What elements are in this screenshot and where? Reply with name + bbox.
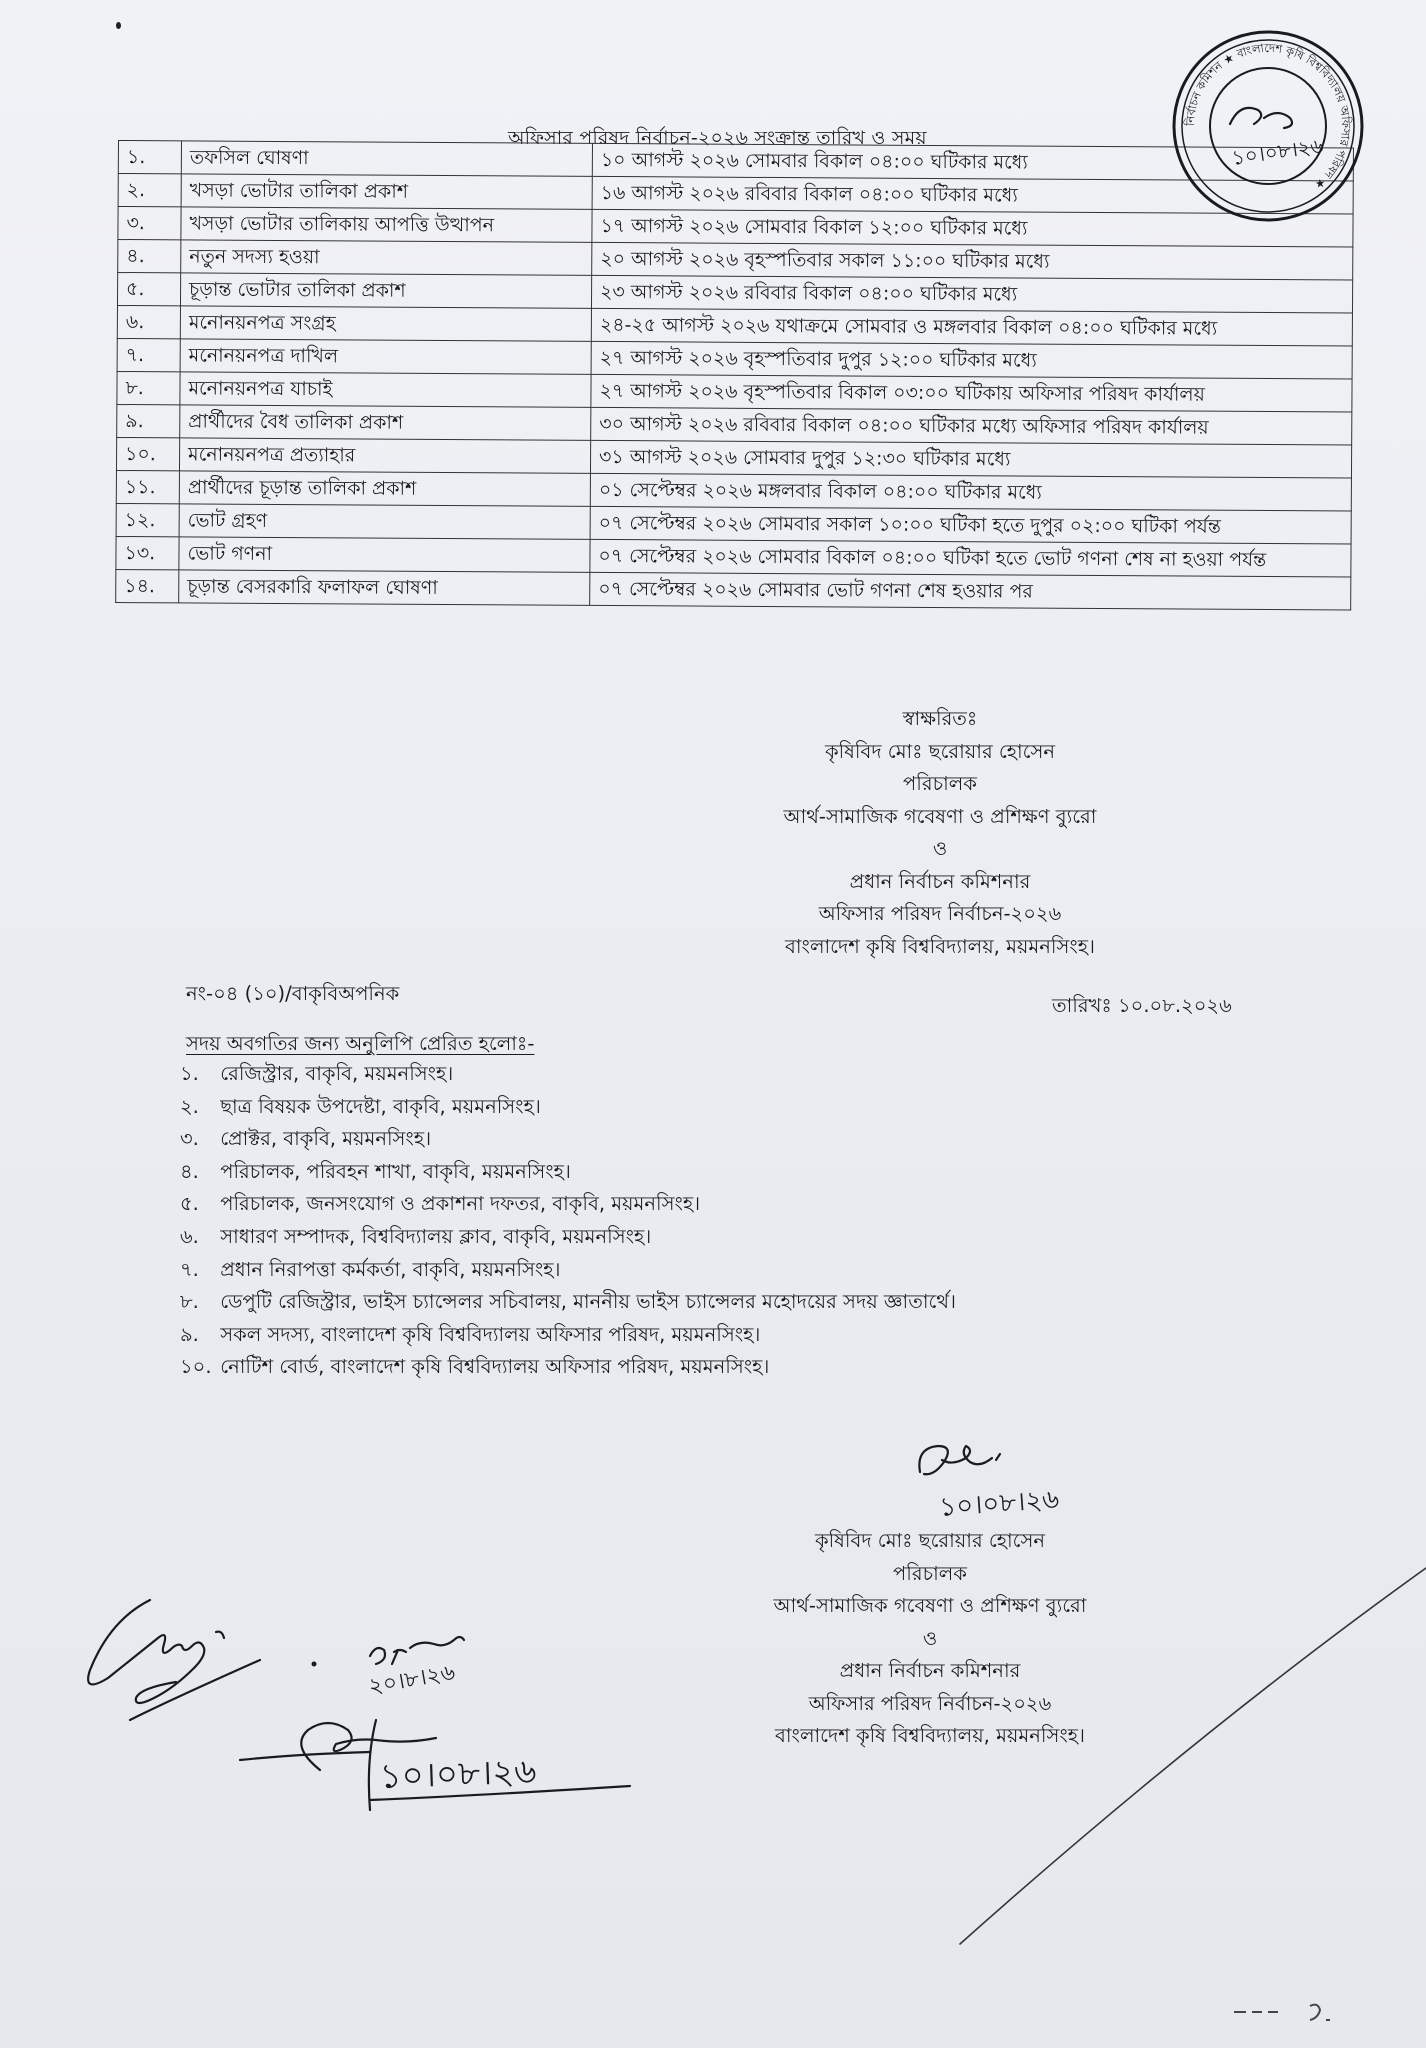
schedule-row-number: ১. <box>118 141 181 174</box>
copy-recipient-item <box>180 1351 956 1384</box>
stamp-sign-date: ১০।০৮।২৬ <box>1230 133 1325 170</box>
schedule-row-datetime: ২৭ আগস্ট ২০২৬ বৃহস্পতিবার দুপুর ১২:০০ ঘটিকার মধ্যে <box>591 341 1352 379</box>
schedule-row-datetime: ০৭ সেপ্টেম্বর ২০২৬ সোমবার বিকাল ০৪:০০ ঘটিকা হতে ভোট গণনা শেষ না হওয়া পর্যন্ত <box>590 539 1351 577</box>
copy-recipient-text: প্রধান নিরাপত্তা কর্মকর্তা, বাকৃবি, ময়মনসিংহ। <box>220 1257 561 1281</box>
schedule-row-datetime: ২৪-২৫ আগস্ট ২০২৬ যথাক্রমে সোমবার ও মঙ্গলবার বিকাল ০৪:০০ ঘটিকার মধ্যে <box>591 308 1352 346</box>
schedule-row-datetime: ২০ আগস্ট ২০২৬ বৃহস্পতিবার সকাল ১১:০০ ঘটিকার মধ্যে <box>592 242 1353 280</box>
copy-recipient-text: ডেপুটি রেজিস্ট্রার, ভাইস চ্যান্সেলর সচিবালয়, মাননীয় ভাইস চ্যান্সেলর মহোদয়ের সদয় জ্ঞাতার্থে। <box>220 1290 956 1314</box>
schedule-row-datetime: ২৭ আগস্ট ২০২৬ বৃহস্পতিবার বিকাল ০৩:০০ ঘটিকায় অফিসার পরিষদ কার্যালয় <box>591 374 1352 412</box>
schedule-row-datetime: ১৬ আগস্ট ২০২৬ রবিবার বিকাল ০৪:০০ ঘটিকার মধ্যে <box>592 176 1353 214</box>
copy-recipient-number: ২. <box>180 1094 199 1118</box>
handwritten-date-1: ২০।৮।২৬ <box>366 1660 457 1700</box>
copy-recipient-text: পরিচালক, পরিবহন শাখা, বাকৃবি, ময়মনসিংহ। <box>220 1159 571 1183</box>
bottom-office: আর্থ-সামাজিক গবেষণা ও প্রশিক্ষণ ব্যুরো <box>773 1594 1087 1617</box>
schedule-row-number: ১১. <box>116 470 179 503</box>
stamp-ring-text: নির্বাচন কমিশন ★ বাংলাদেশ কৃষি বিশ্ববিদ্যালয় অফিসার পরিষদ ★ <box>1182 40 1354 193</box>
schedule-row-datetime: ১০ আগস্ট ২০২৬ সোমবার বিকাল ০৪:০০ ঘটিকার মধ্যে <box>592 143 1353 181</box>
signatory-designation: পরিচালক <box>903 772 977 795</box>
bottom-institution: বাংলাদেশ কৃষি বিশ্ববিদ্যালয়, ময়মনসিংহ। <box>775 1724 1085 1747</box>
bottom-election: অফিসার পরিষদ নির্বাচন-২০২৬ <box>808 1691 1052 1715</box>
copy-distribution-list <box>180 1058 956 1384</box>
schedule-row-number: ৮. <box>117 371 180 404</box>
copy-recipient-text: পরিচালক, জনসংযোগ ও প্রকাশনা দফতর, বাকৃবি, ময়মনসিংহ। <box>220 1192 701 1216</box>
signatory-name: কৃষিবিদ মোঃ ছরোয়ার হোসেন <box>824 739 1056 763</box>
schedule-row-datetime: ০৭ সেপ্টেম্বর ২০২৬ সোমবার সকাল ১০:০০ ঘটিকা হতে দুপুর ০২:০০ ঘটিকা পর্যন্ত <box>590 506 1351 544</box>
copy-recipient-item <box>180 1123 956 1156</box>
schedule-row-number: ১৪. <box>116 569 179 602</box>
schedule-row-event: মনোনয়নপত্র যাচাই <box>180 372 591 408</box>
copy-recipient-item <box>180 1286 956 1319</box>
schedule-row-number: ৫. <box>117 273 180 306</box>
copy-recipient-number: ৪. <box>180 1159 199 1183</box>
schedule-row <box>116 569 1351 610</box>
schedule-table <box>115 140 1354 611</box>
schedule-row-event: ভোট গণনা <box>179 537 590 573</box>
schedule-row-event: খসড়া ভোটার তালিকা প্রকাশ <box>181 174 592 210</box>
copy-recipient-item <box>180 1221 956 1254</box>
schedule-row-event: চূড়ান্ত ভোটার তালিকা প্রকাশ <box>180 273 591 309</box>
copy-recipient-text: সকল সদস্য, বাংলাদেশ কৃষি বিশ্ববিদ্যালয় অফিসার পরিষদ, ময়মনসিংহ। <box>220 1322 761 1346</box>
schedule-row-datetime: ১৭ আগস্ট ২০২৬ সোমবার বিকাল ১২:০০ ঘটিকার মধ্যে <box>592 209 1353 247</box>
signatory-institution: বাংলাদেশ কৃষি বিশ্ববিদ্যালয়, ময়মনসিংহ। <box>785 934 1095 958</box>
copy-recipient-item <box>180 1319 956 1352</box>
schedule-row-datetime: ২৩ আগস্ট ২০২৬ রবিবার বিকাল ০৪:০০ ঘটিকার মধ্যে <box>591 275 1352 313</box>
schedule-row-event: মনোনয়নপত্র প্রত্যাহার <box>179 438 590 474</box>
signatory-and: ও <box>932 837 948 860</box>
schedule-row-event: মনোনয়নপত্র দাখিল <box>180 339 591 375</box>
copy-recipient-number: ৩. <box>180 1127 199 1151</box>
bottom-name: কৃষিবিদ মোঃ ছরোয়ার হোসেন <box>814 1529 1046 1552</box>
copy-recipient-text: রেজিস্ট্রার, বাকৃবি, ময়মনসিংহ। <box>220 1062 454 1085</box>
copy-recipient-number: ৭. <box>180 1257 199 1281</box>
signed-label: স্বাক্ষরিতঃ <box>902 707 978 730</box>
signed-by-block <box>690 703 1190 963</box>
page-corner-marks <box>1230 2000 1340 2024</box>
schedule-row-event: তফসিল ঘোষণা <box>181 141 592 177</box>
diagonal-pen-stroke <box>940 1560 1426 1950</box>
schedule-row-number: ৪. <box>118 240 181 273</box>
copy-recipient-text: ছাত্র বিষয়ক উপদেষ্টা, বাকৃবি, ময়মনসিংহ। <box>220 1094 541 1118</box>
schedule-row-datetime: ৩১ আগস্ট ২০২৬ সোমবার দুপুর ১২:৩০ ঘটিকার মধ্যে <box>590 440 1351 478</box>
schedule-row-datetime: ০৭ সেপ্টেম্বর ২০২৬ সোমবার ভোট গণনা শেষ হওয়ার পর <box>590 572 1351 610</box>
copy-recipient-number: ১. <box>180 1062 199 1085</box>
schedule-row-number: ২. <box>118 174 181 207</box>
copy-recipient-item <box>180 1091 956 1124</box>
schedule-row-event: চূড়ান্ত বেসরকারি ফলাফল ঘোষণা <box>179 570 590 606</box>
copy-recipient-number: ৫. <box>180 1192 199 1216</box>
director-sign-date: ১০।০৮।২৬ <box>938 1484 1061 1523</box>
copy-recipient-number: ১০. <box>180 1355 212 1379</box>
schedule-row-event: ভোট গ্রহণ <box>179 504 590 540</box>
schedule-row-number: ৬. <box>117 305 180 338</box>
schedule-row-event: প্রার্থীদের চূড়ান্ত তালিকা প্রকাশ <box>179 471 590 507</box>
schedule-title: অফিসার পরিষদ নির্বাচন-২০২৬ সংক্রান্ত তারিখ ও সময় <box>508 127 927 149</box>
schedule-row-event: নতুন সদস্য হওয়া <box>181 240 592 276</box>
copy-distribution-heading: সদয় অবগতির জন্য অনুলিপি প্রেরিত হলোঃ- <box>186 1032 535 1055</box>
memo-number: নং-০৪ (১০)/বাকৃবিঅপনিক <box>186 982 400 1005</box>
schedule-row-datetime: ০১ সেপ্টেম্বর ২০২৬ মঙ্গলবার বিকাল ০৪:০০ ঘটিকার মধ্যে <box>590 473 1351 511</box>
signatory-office: আর্থ-সামাজিক গবেষণা ও প্রশিক্ষণ ব্যুরো <box>783 804 1097 828</box>
schedule-row-number: ৭. <box>117 338 180 371</box>
schedule-row-event: মনোনয়নপত্র সংগ্রহ <box>180 306 591 342</box>
copy-recipient-text: নোটিশ বোর্ড, বাংলাদেশ কৃষি বিশ্ববিদ্যালয় অফিসার পরিষদ, ময়মনসিংহ। <box>220 1355 770 1379</box>
schedule-row-number: ৯. <box>117 404 180 437</box>
bottom-designation: পরিচালক <box>893 1561 967 1585</box>
handwritten-signatures <box>70 1570 670 1850</box>
copy-recipient-item <box>180 1188 956 1221</box>
schedule-row-event: প্রার্থীদের বৈধ তালিকা প্রকাশ <box>180 405 591 441</box>
copy-recipient-text: প্রোক্টর, বাকৃবি, ময়মনসিংহ। <box>220 1127 432 1151</box>
official-stamp <box>1170 28 1366 224</box>
bottom-and: ও <box>922 1626 938 1650</box>
copy-recipient-number: ৬. <box>180 1224 199 1248</box>
signatory-role: প্রধান নির্বাচন কমিশনার <box>849 869 1031 893</box>
copy-recipient-text: সাধারণ সম্পাদক, বিশ্ববিদ্যালয় ক্লাব, বাকৃবি, ময়মনসিংহ। <box>220 1224 652 1248</box>
schedule-row-number: ১৩. <box>116 536 179 569</box>
handwritten-date-2: ১০।০৮।২৬ <box>378 1751 538 1797</box>
ink-speck <box>116 22 121 29</box>
copy-recipient-item <box>180 1254 956 1287</box>
copy-recipient-item <box>180 1058 956 1091</box>
copy-recipient-item <box>180 1156 956 1189</box>
signatory-election: অফিসার পরিষদ নির্বাচন-২০২৬ <box>818 902 1062 925</box>
schedule-row-datetime: ৩০ আগস্ট ২০২৬ রবিবার বিকাল ০৪:০০ ঘটিকার মধ্যে অফিসার পরিষদ কার্যালয় <box>591 407 1352 445</box>
schedule-row-number: ৩. <box>118 207 181 240</box>
bottom-role: প্রধান নির্বাচন কমিশনার <box>839 1659 1021 1682</box>
memo-date: তারিখঃ ১০.০৮.২০২৬ <box>1052 994 1232 1017</box>
copy-recipient-number: ৯. <box>180 1322 199 1346</box>
copy-recipient-number: ৮. <box>180 1290 199 1314</box>
director-signature <box>900 1430 1130 1540</box>
schedule-row-number: ১০. <box>116 437 179 470</box>
schedule-row-event: খসড়া ভোটার তালিকায় আপত্তি উত্থাপন <box>181 207 592 243</box>
schedule-row-number: ১২. <box>116 503 179 536</box>
